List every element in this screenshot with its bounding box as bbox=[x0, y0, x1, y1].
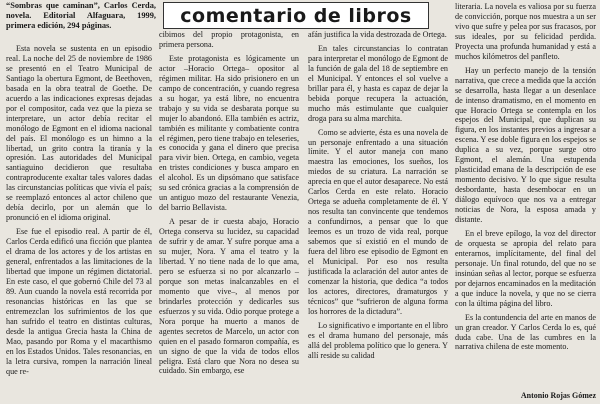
paragraph: Este protagonista es lógicamente un actor –Horacio Ortega– opositor al régimen militar. Ha sido prisionero en un campo de concentración, y cuando regresa a su hogar, ya está libre, no encuentra trabajo y su vida se desbarata porque su mujer lo abandonó. Ella también es actriz, también es militante y combatiente contra el régimen, pero tiene trabajo en teleseries, es conocida y gana el dinero que precisa para vivir bien. Ortega, en cambio, vegeta en tristes condiciones y busca amparo en el alcohol. Es un dipsómano que satisface su sed crónica gracias a la comprensión de un antiguo mozo del restaurante Venezia, del barrio Bellavista. bbox=[159, 53, 299, 213]
book-citation: “Sombras que caminan”, Carlos Cerda, novela. Editorial Alfaguara, 1999, primera edición, 294 páginas. bbox=[6, 1, 156, 31]
article-column-1 bbox=[6, 44, 152, 402]
paragraph: Ese fue el episodio real. A partir de él, Carlos Cerda edificó una ficción que plantea el drama de los actores y de los artistas en general, enfrentados a las limitaciones de la libertad que impone un régimen dictatorial. En este caso, el que gobernó Chile del 73 al 89. Aun cuando la novela está recorrida por resonancias históricas en las que se entremezclan los sufrimientos de los que han sufrido el teatro en distintas culturas, desde la antigua Grecia hasta la China de Mao, pasando por Roma y el macarthismo en los Estados Unidos. Tales resonancias, en la letra cursiva, rompen la narración lineal que re- bbox=[6, 227, 152, 376]
paragraph: Es la contundencia del arte en manos de un gran creador. Y Carlos Cerda lo es, qué duda cabe. Una de las cumbres en la narrativa chilena de este momento. bbox=[455, 312, 596, 352]
paragraph: cibimos del propio protagonista, en primera persona. bbox=[159, 30, 299, 49]
paragraph: Como se advierte, ésta es una novela de un personaje enfrentado a una situación límite. Y el autor maneja con mano maestra las emociones, los sueños, los miedos de su criatura. La narración se aprecia en que el autor desaparece. No está Carlos Cerda en este relato. Horacio Ortega se adueña completamente de él. Y nos resulta tan convincente que tendemos a confundirnos, a pensar que lo que leemos es un trozo de vida real, porque sabemos que sí existió en el mundo de fuera del libro ese episodio de Egmont en el Municipal. Por eso nos resulta justificada la aclaración del autor antes de comenzar la historia, que dedica “a todos los actores, directores, dramaturgos y técnicos” que “sufrieron de alguna forma los horrores de la dictadura”. bbox=[308, 127, 448, 316]
section-title: comentario de libros bbox=[180, 4, 412, 27]
article-column-3 bbox=[308, 30, 448, 402]
paragraph: Esta novela se sustenta en un episodio real. La noche del 25 de noviembre de 1986 se presentó en el Teatro Municipal de Santiago la obertura Egmont, de Beethoven, basada en la obra teatral de Goethe. De acuerdo a las indicaciones expresas dejadas por el compositor, cada vez que la pieza se interpretare, un actor debía recitar el monólogo de Egmont en el idioma nacional del país. El monólogo es un himno a la libertad, un grito contra la tiranía y la opresión. Las autoridades del Municipal santiaguino decidieron que resultaba contraproducente exaltar tales valores dadas las circunstancias políticas que vivía el país; se reemplazó entonces al actor chileno que debía decirlo, por un alemán que lo pronunció en el idioma original. bbox=[6, 44, 152, 223]
article-column-2 bbox=[159, 30, 299, 402]
author-signature: Antonio Rojas Gómez bbox=[520, 391, 596, 400]
paragraph: En tales circunstancias lo contratan para interpretar el monólogo de Egmont de la función de gala del 18 de septiembre en el Municipal. Y entonces el sol vuelve a brillar para él, y hasta es capaz de dejar la bebida porque recupera la actuación, mucho más estimulante que cualquier droga para su alma marchita. bbox=[308, 43, 448, 123]
paragraph: En el breve epílogo, la voz del director de orquesta se apropia del relato para enterarnos, implícitamente, del final del personaje. Un final rotundo, del que no se insinúan señas al lector, porque se esfuerza por dejarnos encaminados en la meditación a que induce la novela, y que no se cierra con la última página del libro. bbox=[455, 228, 596, 308]
section-banner bbox=[163, 2, 429, 29]
paragraph: Lo significativo e importante en el libro es el drama humano del personaje, más allá del problema político que lo genera. Y allí reside su calidad bbox=[308, 320, 448, 360]
paragraph: A pesar de ir cuesta abajo, Horacio Ortega conserva su lucidez, su capacidad de sufrir y de amar. Y sufre porque ama a su mujer, Nora. Y ama el teatro y la libertad. Y no tiene nada de lo que ama, pero se esfuerza si no por alcanzarlo –porque son metas inalcanzables en el momento que vive–, al menos por brindarles protección y dedicarles sus esfuerzos y su vida. Odio porque protege a Nora porque ha muerto a manos de agentes secretos de Marcelo, un actor con quien en el pasado formaron compañía, es un signo de que la vida de todos ellos peligra. Está claro que Nora no desea su cuidado. Sin embargo, ese bbox=[159, 217, 299, 376]
paragraph: Hay un perfecto manejo de la tensión narrativa, que crece a medida que la acción se desarrolla, hasta llegar a un desenlace de intenso dramatismo, en el momento en que Horacio Ortega se contempla en los espejos del Municipal, que duplican su figura, en los instantes previos a ingresar a escena. Y ese doble figura en los espejos se duplica a su vez, porque surge otro Egmont, el alemán. Una estupenda plasticidad emana de la descripción de ese momento decisivo. Y lo que sigue resulta desbordante, hasta desembocar en un diálogo equívoco que nos va a entregar noticias de Nora, la esposa amada y distante. bbox=[455, 65, 596, 225]
article-column-4 bbox=[455, 2, 596, 392]
paragraph: literaria. La novela es valiosa por su fuerza de convicción, porque nos muestra a un ser vivo que sufre y pelea por sus fracasos, por sus ideales, por su felicidad perdida. Proyecta una profunda humanidad y está a muchos kilómetros del panfleto. bbox=[455, 2, 596, 61]
paragraph: afán justifica la vida destrozada de Ortega. bbox=[308, 30, 447, 39]
